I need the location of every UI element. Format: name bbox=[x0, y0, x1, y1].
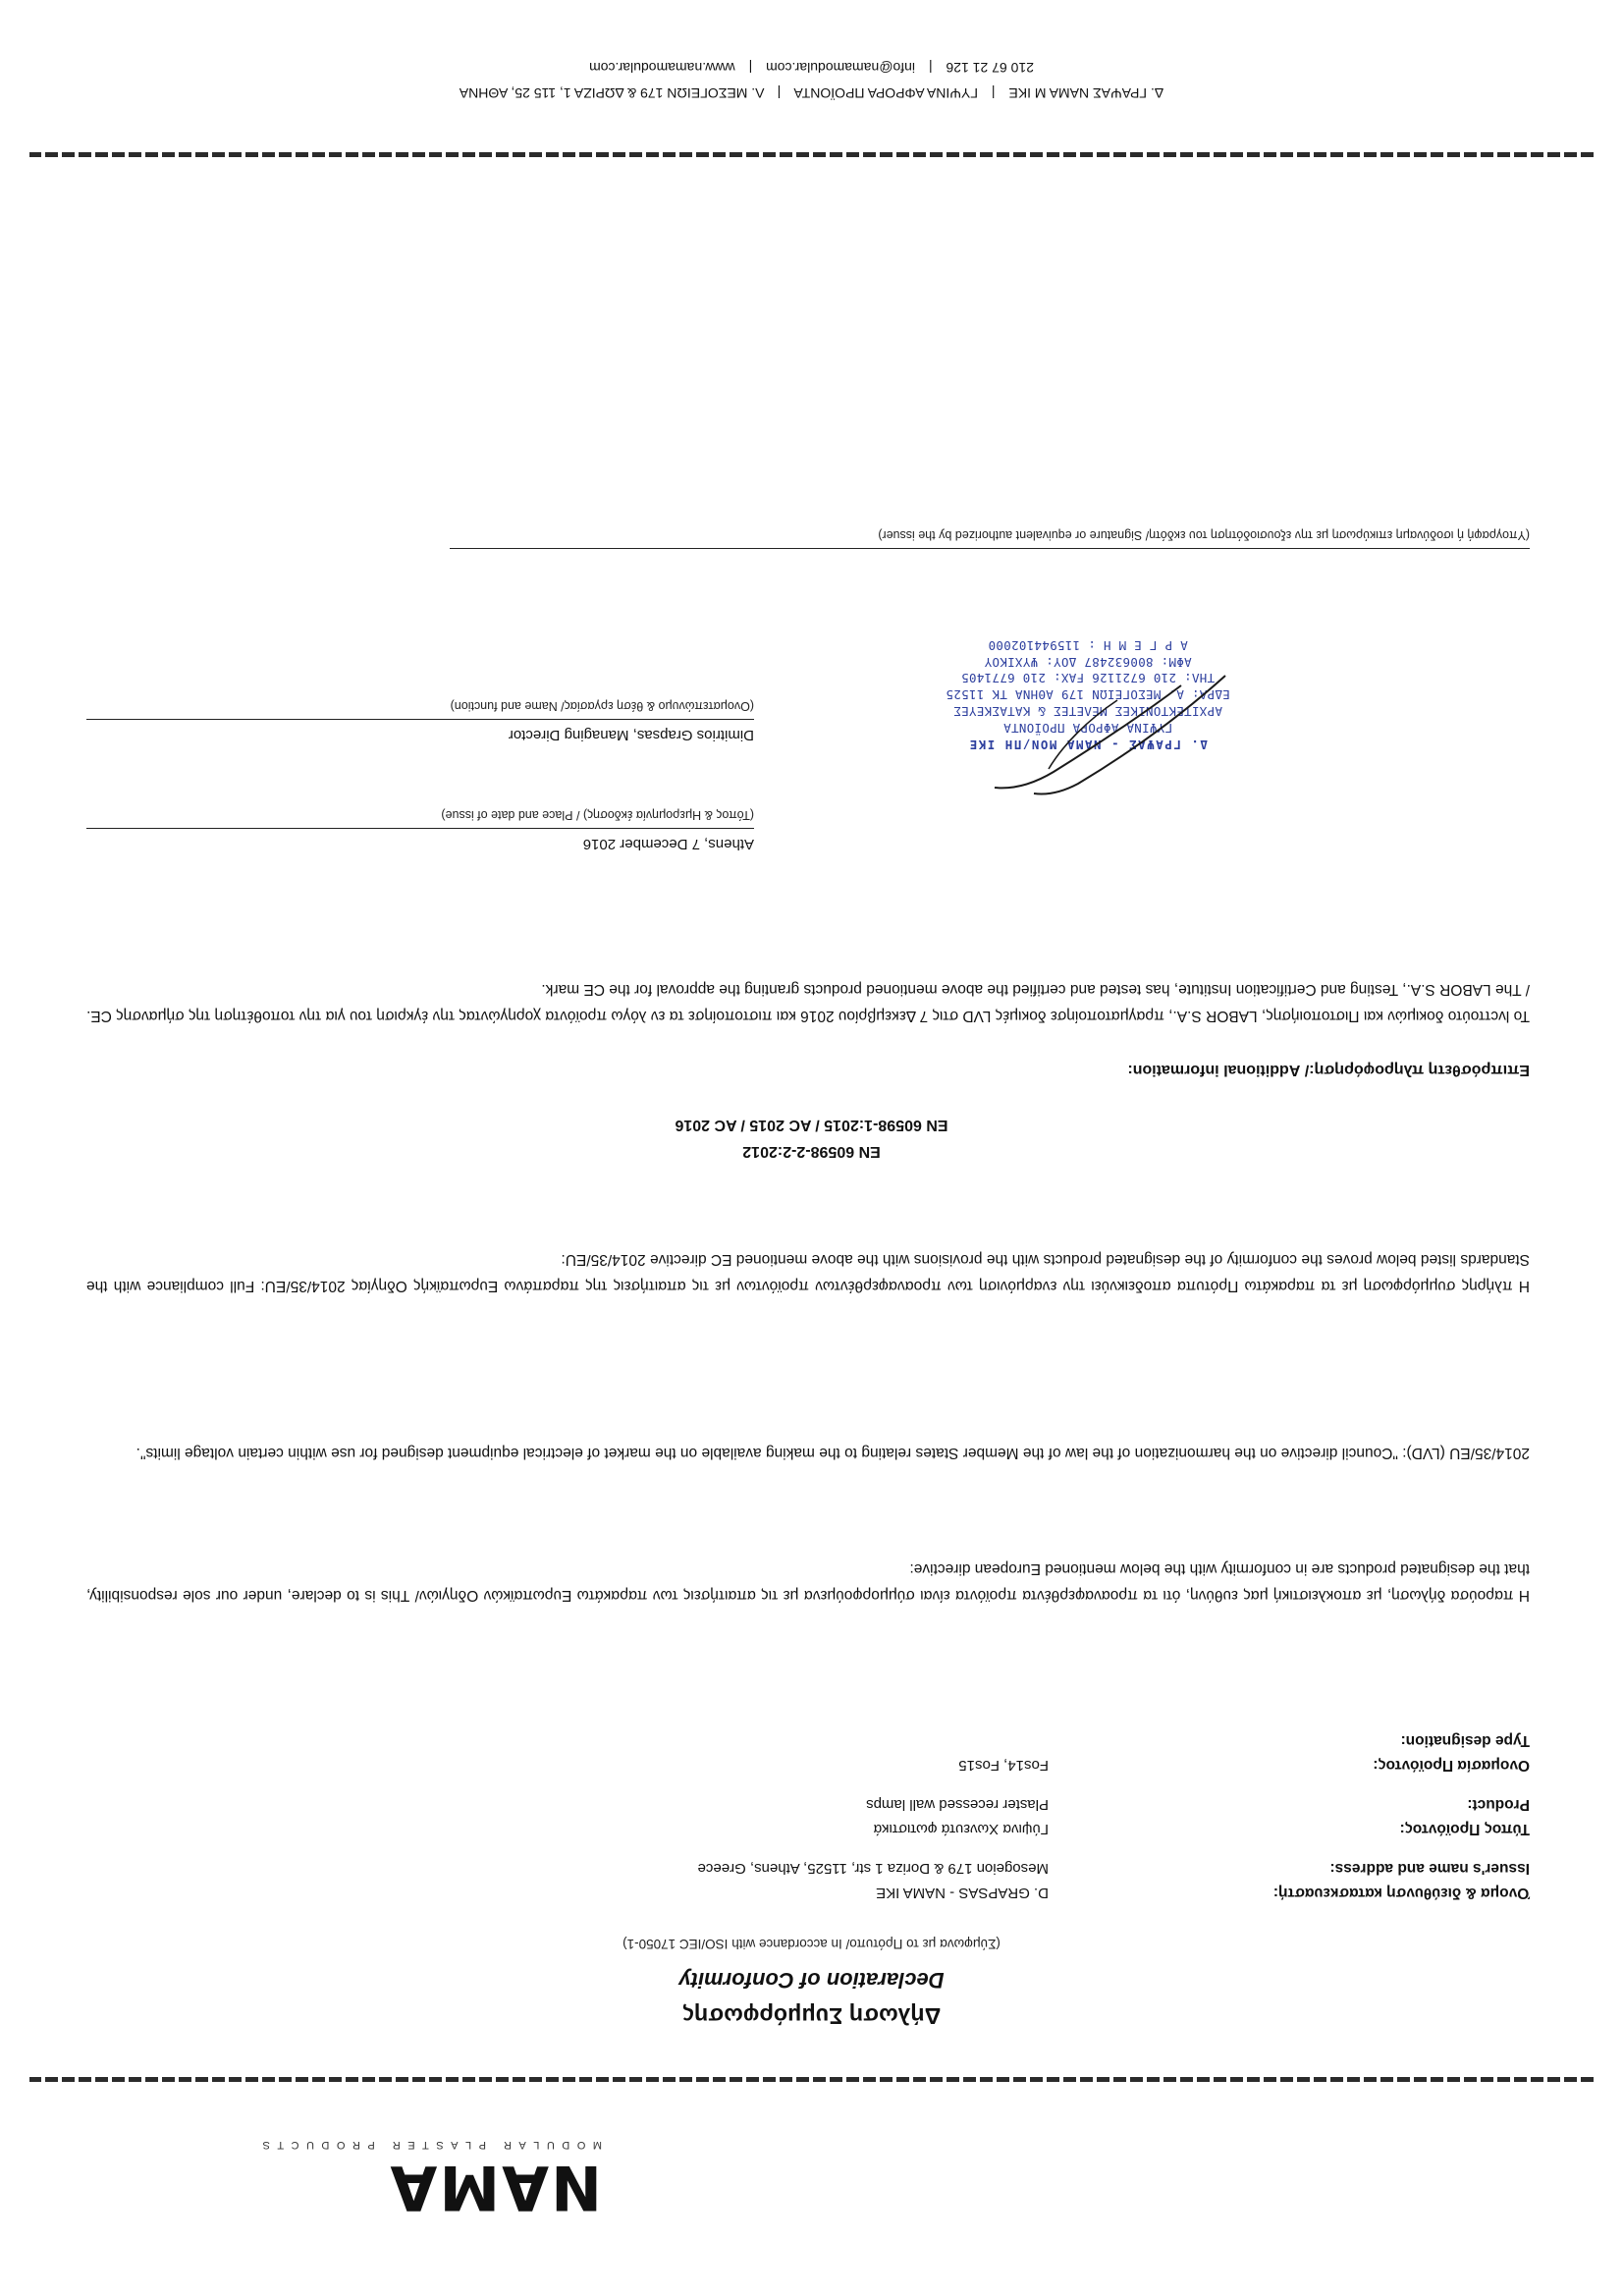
footer-phone: 210 67 21 126 bbox=[946, 59, 1034, 76]
field-product-en bbox=[86, 1792, 1530, 1814]
name-and-function-caption: (Ονοματεπώνυμο & θέση εργασίας/ Name and function) bbox=[450, 699, 754, 713]
standard-item-2: EN 60598-1:2015 / AC 2015 / AC 2016 bbox=[675, 1116, 948, 1133]
field-label-issuer-en: Issuer's name and address: bbox=[1329, 1859, 1530, 1877]
field-type-en bbox=[86, 1728, 1530, 1750]
stamp-line-6: ΑΦΜ: 800632487 ΔΟΥ: ΨΥΧΙΚΟΥ bbox=[984, 654, 1192, 670]
footer-company-activity: ΓΥΨΙΝΑ ΑΦΡΟΡΑ ΠΡΟΪΟΝΤΑ bbox=[794, 85, 978, 102]
footer-separator: | bbox=[777, 85, 782, 102]
signature-caption-wrap bbox=[450, 528, 1530, 556]
footer-line-company bbox=[0, 81, 1623, 107]
footer-divider bbox=[29, 152, 1594, 157]
field-label-type-gr: Ονομασία Προϊόντος: bbox=[1373, 1757, 1530, 1775]
field-label-issuer-gr: Όνομα & διεύθυνση κατασκευαστή: bbox=[1272, 1885, 1530, 1901]
logo-wordmark: NAMA bbox=[388, 2152, 602, 2223]
field-spacer bbox=[86, 1776, 1530, 1789]
company-stamp bbox=[872, 636, 1304, 752]
signature-spacer bbox=[86, 763, 754, 808]
field-value-product-en: Plaster recessed wall lamps bbox=[866, 1795, 1049, 1813]
field-label-product-en: Product: bbox=[1467, 1795, 1530, 1813]
footer-company-name: Δ. ΓΡΑΨΑΣ ΝΑΜΑ Μ ΙΚΕ bbox=[1008, 85, 1164, 102]
field-product-gr bbox=[86, 1818, 1530, 1839]
standard-item-1: EN 60598-2-2:2012 bbox=[742, 1143, 881, 1160]
signature-area bbox=[86, 401, 1530, 872]
stamp-line-4: ΕΔΡΑ: Α. ΜΕΣΟΓΕΙΩΝ 179 ΑΘΗΝΑ ΤΚ 11525 bbox=[946, 687, 1230, 703]
place-and-date-caption: (Τόπος & Ημερομηνία έκδοσης) / Place and date of issue) bbox=[441, 808, 754, 822]
footer-line-contact bbox=[0, 54, 1623, 81]
footer-email[interactable]: info@namamodular.com bbox=[766, 59, 916, 76]
field-type-gr bbox=[86, 1754, 1530, 1776]
additional-information-heading: Επιπρόσθετη πληροφόρηση:/ Additional information: bbox=[1127, 1062, 1530, 1078]
footer-separator: | bbox=[748, 59, 753, 76]
field-issuer-en bbox=[86, 1856, 1530, 1878]
footer-separator: | bbox=[991, 85, 996, 102]
place-and-date-value: Athens, 7 December 2016 bbox=[582, 836, 754, 852]
signature-right-column bbox=[86, 699, 754, 872]
field-label-type-en: Type designation: bbox=[1400, 1731, 1530, 1749]
name-and-function-value: Dimitrios Grapsas, Managing Director bbox=[508, 727, 754, 743]
paragraph-additional-information: Το lvcττούτο δοκιμών και Πιστοποιήσης, LABOR S.A., πραγματοποίησε δοκιμές LVD στις 7 Δεκεμβρίου 2016 και πιστοποίησε τα εν λόγω προϊόντα χορηγώντας την έγκριση του για την τοποθέτηση της σήμανσης CE. / The LABOR S.A., Testing and Certification Institute, has tested and certified the above mentioned products granting the approval for the CE mark. bbox=[86, 980, 1530, 1024]
place-and-date-rule bbox=[86, 828, 754, 830]
footer-website[interactable]: www.namamodular.com bbox=[589, 59, 735, 76]
paragraph-directive: 2014/35/EU (LVD): "Council directive on the harmonization of the law of the Member States relating to the making available on the market of electrical equipment designed for use within certain voltage limits". bbox=[135, 1445, 1530, 1461]
stamp-line-3: ΑΡΧΙΤΕΚΤΟΝΙΚΕΣ ΜΕΛΕΤΕΣ & ΚΑΤΑΣΚΕΥΕΣ bbox=[953, 704, 1222, 720]
document-title-gr: Δήλωση Συμμόρφωσης bbox=[681, 2003, 942, 2029]
field-value-product-gr: Γύψινα Χωνευτά φωτιστικά bbox=[873, 1821, 1049, 1838]
document-header bbox=[0, 2050, 1623, 2227]
stamp-line-5: ΤΗΛ: 210 6721126 FAX: 210 6771405 bbox=[960, 671, 1216, 686]
stamp-line-1: Δ. ΓΡΑΨΑΣ - ΝΑΜΑ ΜΟΝ/ΠΗ ΙΚΕ bbox=[968, 738, 1208, 752]
title-block bbox=[0, 1937, 1623, 2029]
paragraph-conformity: Η πλήρης συμμόρφωση με τα παρακάτω Πρότυπα αποδεικνύει την εναρμόνιση των προαναφερθέντων προϊόντων με τις απαιτήσεις της παραπάνω Ευρωπαϊκής Οδηγίας 2014/35/EU: Full compliance with the Standards listed below proves the conformity of the designated products with the provisions with the above mentioned EC directive 2014/35/EU: bbox=[86, 1250, 1530, 1294]
stamp-line-7: Α Ρ Γ Ε Μ Η : 115944102000 bbox=[988, 637, 1188, 653]
stamp-line-2: ΓΥΨΙΝΑ ΑΦΡΟΡΑ ΠΡΟΪΟΝΤΑ bbox=[1002, 721, 1173, 737]
signature-caption: (Υπογραφή ή ισοδύναμη επικύρωση με την εξουσιοδότηση του εκδότη/ Signature or equivalent authorized by the issuer) bbox=[878, 528, 1530, 542]
field-issuer-gr bbox=[86, 1882, 1530, 1903]
document-standard-note: (Σύμφωνα με το Πρότυπο/ In accordance with ISO/IEC 17050-1) bbox=[622, 1937, 1001, 1951]
signature-rule bbox=[450, 548, 1530, 550]
standards-list bbox=[0, 1112, 1623, 1165]
footer-company-address: Λ. ΜΕΣΟΓΕΙΩΝ 179 & ΔΩΡΙΖΑ 1, 115 25, ΑΘΗΝΑ bbox=[459, 85, 765, 102]
footer-separator: | bbox=[928, 59, 933, 76]
field-value-issuer-en: Mesogeion 179 & Doriza 1 str, 11525, Athens, Greece bbox=[697, 1859, 1049, 1877]
field-label-product-gr: Τύπος Προϊόντος: bbox=[1399, 1821, 1530, 1838]
name-and-function-rule bbox=[86, 719, 754, 721]
field-value-issuer-gr: D. GRAPSAS - NAMA IKE bbox=[876, 1885, 1049, 1901]
company-logo bbox=[255, 2139, 602, 2223]
field-value-type-gr: Fos14, Fos15 bbox=[958, 1757, 1049, 1775]
field-spacer bbox=[86, 1839, 1530, 1853]
logo-tagline: MODULAR PLASTER PRODUCTS bbox=[255, 2139, 602, 2151]
document-title-en: Declaration of Conformity bbox=[678, 1968, 945, 1993]
paragraph-declaration: Η παρούσα δήλωση, με αποκλειστική μας ευθύνη, ότι τα προαναφερθέντα προϊόντα είναι σύμμορφούμενα με τις απαιτήσεις των παρακάτω Ευρωπαϊκών Οδηγιών/ This is to declare, under our sole responsibility, that the designated products are in conformity with the below mentioned European directive: bbox=[86, 1559, 1530, 1604]
field-list bbox=[86, 1725, 1530, 1903]
document-footer bbox=[0, 54, 1623, 106]
header-divider bbox=[29, 2077, 1594, 2082]
